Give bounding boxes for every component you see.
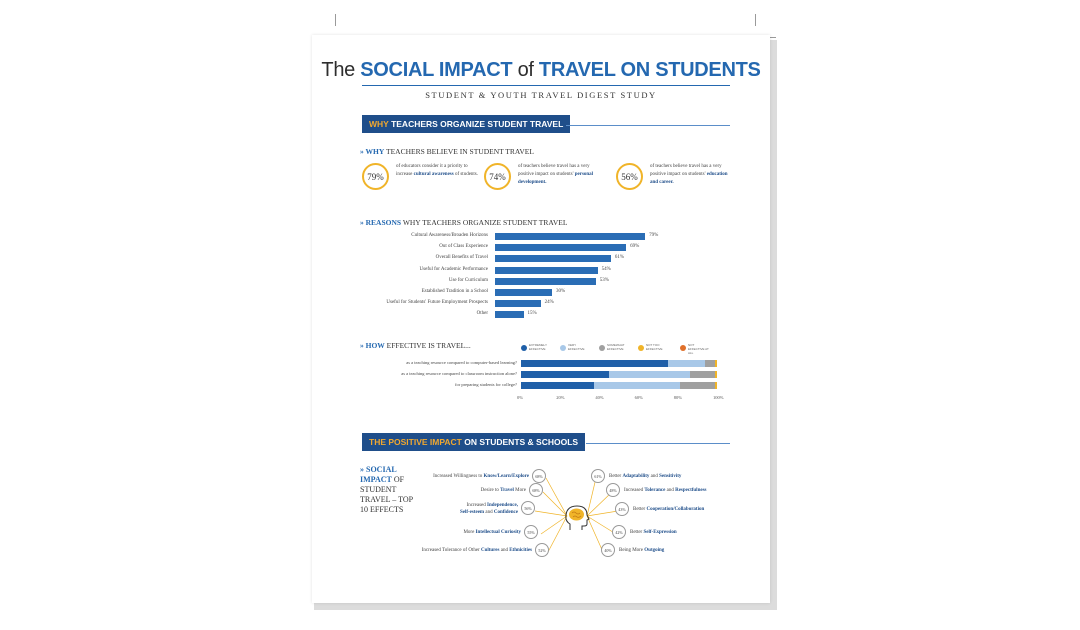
effect-bold: Self-Expression bbox=[643, 530, 677, 535]
believe-heading: » WHY TEACHERS BELIEVE IN STUDENT TRAVEL bbox=[360, 147, 534, 156]
bar-value-label: 61% bbox=[614, 255, 625, 261]
bar-label: Use for Curriculum bbox=[448, 277, 488, 283]
legend-label: NOT EFFECTIVE AT ALL bbox=[688, 343, 709, 355]
effect-item bbox=[609, 473, 681, 480]
bar-label: Useful for Academic Performance bbox=[419, 266, 488, 272]
effect-item bbox=[433, 473, 529, 480]
effect-percent: 55% bbox=[524, 525, 538, 539]
bar-label: Established Tradition in a School bbox=[421, 289, 488, 294]
crop-mark bbox=[755, 14, 756, 26]
page-subtitle: STUDENT & YOUTH TRAVEL DIGEST STUDY bbox=[425, 90, 657, 100]
effect-item bbox=[463, 529, 521, 536]
effect-text: and bbox=[499, 548, 508, 553]
legend-label: VERY EFFECTIVE bbox=[568, 343, 585, 351]
effect-text: Increased Willingness to bbox=[433, 474, 484, 479]
bar-label: Cultural Awareness/Broaden Horizons bbox=[411, 233, 488, 238]
section-header-why: WHY TEACHERS ORGANIZE STUDENT TRAVEL bbox=[362, 115, 570, 133]
effect-percent: 42% bbox=[612, 525, 626, 539]
effect-text: Increased bbox=[624, 488, 645, 493]
head-brain-icon bbox=[562, 503, 592, 533]
effect-bold: Independence, bbox=[487, 503, 518, 508]
reasons-heading: » REASONS WHY TEACHERS ORGANIZE STUDENT TRAVEL bbox=[360, 218, 568, 227]
effect-text: and bbox=[484, 510, 494, 515]
stat-text: of teachers believe travel has a very positive impact on students' personal development. bbox=[518, 164, 594, 185]
stat-text: of teachers believe travel has a very positive impact on students' education and career. bbox=[650, 164, 728, 185]
stack-label: for preparing students for college? bbox=[455, 382, 517, 387]
effect-item bbox=[624, 487, 706, 494]
effect-item bbox=[481, 487, 526, 494]
effect-text: More bbox=[463, 530, 476, 535]
effect-bold: Sensitivity bbox=[659, 474, 682, 479]
bar-label: Other bbox=[476, 311, 488, 317]
x-tick-label: 40% bbox=[595, 395, 604, 400]
effect-percent: 40% bbox=[601, 543, 615, 557]
effect-text: Better bbox=[609, 474, 623, 479]
bar-label: Out of Class Experience bbox=[439, 244, 488, 250]
page-shadow bbox=[314, 602, 777, 610]
bar-value-label: 54% bbox=[601, 266, 611, 272]
stack-label: as a teaching resource compared to computer-based learning? bbox=[406, 360, 517, 365]
effect-item bbox=[633, 506, 704, 513]
effect-percent: 52% bbox=[535, 543, 549, 557]
effect-bold: Travel bbox=[500, 488, 514, 493]
effect-percent: 48% bbox=[606, 483, 620, 497]
effect-text: More bbox=[513, 488, 526, 493]
section-header-impact: THE POSITIVE IMPACT ON STUDENTS & SCHOOLS bbox=[362, 433, 585, 451]
stat-circle: 74% bbox=[484, 163, 511, 190]
effect-text: and bbox=[665, 488, 676, 493]
effect-item bbox=[422, 547, 532, 554]
effect-bold: Self-esteem bbox=[459, 510, 485, 515]
bar-value-label: 15% bbox=[527, 311, 537, 317]
effect-bold: Respectfulness bbox=[675, 488, 707, 493]
social-heading: » SOCIAL IMPACT OF STUDENT TRAVEL – TOP 10 EFFECTS bbox=[360, 465, 413, 514]
x-tick-label: 0% bbox=[517, 395, 523, 400]
effect-bold: Outgoing bbox=[644, 548, 665, 553]
bar-value-label: 79% bbox=[649, 233, 659, 238]
effect-item bbox=[630, 529, 677, 536]
effect-bold: Cooperation/Collaboration bbox=[646, 507, 705, 512]
effect-bold: Tolerance bbox=[644, 488, 666, 493]
effect-percent: 56% bbox=[521, 501, 535, 515]
effect-bold: Know/Learn/Explore bbox=[483, 474, 529, 479]
infographic-page bbox=[312, 35, 770, 603]
effect-text: Better bbox=[633, 507, 647, 512]
stack-label: as a teaching resource compared to classroom instruction alone? bbox=[401, 371, 517, 376]
effect-bold: Ethnicities bbox=[509, 548, 532, 553]
page-title: The SOCIAL IMPACT of TRAVEL ON STUDENTS bbox=[321, 59, 761, 81]
effect-bold: Intellectual Curiosity bbox=[475, 530, 521, 535]
bar-value-label: 69% bbox=[630, 244, 640, 250]
bar-value-label: 24% bbox=[544, 300, 554, 306]
effect-percent: 43% bbox=[615, 502, 629, 516]
bar-label: Overall Benefits of Travel bbox=[435, 255, 488, 261]
effect-text: Being More bbox=[619, 548, 645, 553]
effect-percent: 68% bbox=[529, 483, 543, 497]
stat-circle: 56% bbox=[616, 163, 643, 190]
legend-label: NOT TOO EFFECTIVE bbox=[646, 343, 663, 351]
effect-percent: 61% bbox=[591, 469, 605, 483]
bar-label: Useful for Students' Future Employment Prospects bbox=[386, 300, 488, 306]
x-tick-label: 100% bbox=[713, 395, 724, 400]
how-heading: » HOW EFFECTIVE IS TRAVEL... bbox=[360, 341, 471, 350]
effect-item bbox=[460, 502, 518, 516]
effect-bold: Cultures bbox=[480, 548, 500, 553]
x-tick-label: 20% bbox=[556, 395, 565, 400]
legend-label: EXTREMELY EFFECTIVE bbox=[529, 343, 547, 351]
effect-text: and bbox=[649, 474, 660, 479]
crop-mark bbox=[335, 14, 336, 26]
radial-connectors bbox=[312, 35, 770, 603]
effect-text: Better bbox=[630, 530, 644, 535]
stat-circle: 79% bbox=[362, 163, 389, 190]
page-shadow bbox=[770, 40, 777, 610]
effect-text: Increased Tolerance of Other bbox=[421, 548, 481, 553]
effect-bold: Confidence bbox=[493, 510, 518, 515]
stat-text: of educators consider it a priority to increase cultural awareness of students. bbox=[396, 164, 478, 177]
x-tick-label: 60% bbox=[634, 395, 643, 400]
effect-item bbox=[619, 547, 664, 554]
bar-value-label: 53% bbox=[599, 277, 609, 283]
x-tick-label: 80% bbox=[673, 395, 683, 400]
effect-bold: Adaptability bbox=[622, 474, 650, 479]
effect-text: Increased bbox=[466, 503, 488, 508]
effect-text: Desire to bbox=[480, 488, 501, 493]
bar-value-label: 30% bbox=[556, 289, 566, 294]
legend-label: SOMEWHAT EFFECTIVE bbox=[607, 343, 625, 351]
effect-percent: 68% bbox=[532, 469, 546, 483]
